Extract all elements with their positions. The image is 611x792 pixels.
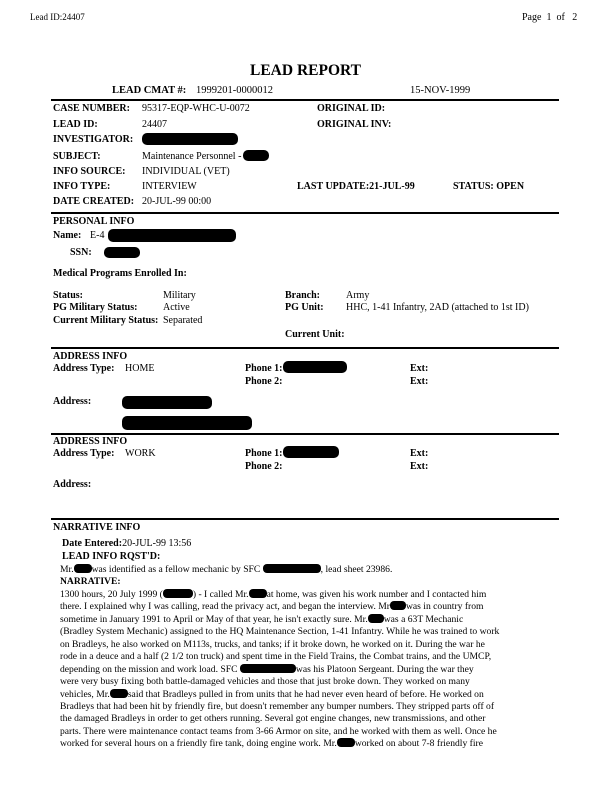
narrative-line bbox=[60, 664, 555, 676]
text-span: worked for several hours on a friendly fire tank, doing engine work. Mr. bbox=[60, 738, 337, 750]
redaction bbox=[122, 396, 212, 409]
phone1-label: Phone 1: bbox=[245, 363, 283, 374]
text-span: said that Bradleys pulled in from units that he had never even heard of before. He worked on bbox=[127, 688, 484, 700]
redaction bbox=[337, 738, 355, 747]
ssn-label: SSN: bbox=[70, 247, 92, 258]
narrative-line: parts. There were maintenance contact teams from 3-66 Armor on site, and he worked with them as well. Once he bbox=[60, 725, 497, 737]
text-span: vehicles, Mr. bbox=[60, 688, 110, 700]
redaction bbox=[142, 133, 238, 145]
address-type-value: WORK bbox=[125, 448, 156, 459]
ext1-label: Ext: bbox=[410, 363, 429, 374]
pg-unit-label: PG Unit: bbox=[285, 302, 324, 313]
text-span: was in country from bbox=[405, 601, 484, 613]
narrative-body bbox=[60, 564, 555, 751]
narrative-line bbox=[60, 614, 555, 626]
text-span: was a 63T Mechanic bbox=[383, 613, 464, 625]
pg-status-value: Active bbox=[163, 302, 190, 313]
original-id-label: ORIGINAL ID: bbox=[317, 103, 386, 114]
personal-info-heading: PERSONAL INFO bbox=[53, 216, 135, 227]
divider bbox=[51, 99, 559, 101]
narrative-line bbox=[60, 689, 555, 701]
address-label: Address: bbox=[53, 479, 92, 490]
current-status-value: Separated bbox=[163, 315, 203, 326]
page-total: 2 bbox=[572, 12, 578, 23]
redaction bbox=[390, 601, 406, 610]
text-span: 1300 hours, 20 July 1999 ( bbox=[60, 588, 163, 600]
subject-label: SUBJECT: bbox=[53, 151, 101, 162]
original-inv-label: ORIGINAL INV: bbox=[317, 119, 392, 130]
last-update-label: LAST UPDATE: bbox=[297, 181, 370, 192]
divider bbox=[51, 518, 559, 520]
text-span: at home, was given his work number and I contacted him bbox=[266, 588, 487, 600]
current-unit-label: Current Unit: bbox=[285, 329, 345, 340]
narrative-line: were very busy fixing both battle-damaged vehicles and those that just broke down. They worked on many bbox=[60, 676, 470, 688]
ext1-label: Ext: bbox=[410, 448, 429, 459]
page-label: Page bbox=[522, 12, 542, 23]
redaction bbox=[263, 564, 321, 573]
narrative-line: on Bradleys, he also worked on M113s, trucks, and tanks; if it broke down, he worked on it. During the war he bbox=[60, 638, 485, 650]
ext2-label: Ext: bbox=[410, 376, 429, 387]
status-value: OPEN bbox=[496, 181, 525, 192]
investigator-label: INVESTIGATOR: bbox=[53, 134, 134, 145]
date-created-value: 20-JUL-99 00:00 bbox=[142, 196, 212, 207]
narrative-label: NARRATIVE: bbox=[60, 576, 121, 588]
pg-status-label: PG Military Status: bbox=[53, 302, 138, 313]
info-source-value: INDIVIDUAL (VET) bbox=[142, 166, 230, 177]
text-span: ) - I called Mr. bbox=[192, 588, 249, 600]
phone1-label: Phone 1: bbox=[245, 448, 283, 459]
status-mil-label: Status: bbox=[53, 290, 84, 301]
narrative-line: Bradleys that had been hit by friendly fire, but doesn't remember any bumper numbers. They stripped parts off of bbox=[60, 700, 495, 712]
text-span: sometime in January 1991 to April or May of that year, he isn't exactly sure. Mr. bbox=[60, 613, 368, 625]
redaction bbox=[110, 689, 128, 698]
lead-info-rqst-label: LEAD INFO RQST'D: bbox=[62, 551, 161, 562]
rqst-text bbox=[60, 564, 555, 576]
phone2-label: Phone 2: bbox=[245, 376, 283, 387]
lead-id-value: 24407 bbox=[142, 119, 167, 130]
redaction bbox=[249, 589, 267, 598]
redaction bbox=[283, 361, 347, 373]
redaction bbox=[74, 564, 92, 573]
info-type-label: INFO TYPE: bbox=[53, 181, 111, 192]
narrative-heading: NARRATIVE INFO bbox=[53, 522, 141, 533]
text-span: Mr. bbox=[60, 564, 74, 575]
case-number-value: 95317-EQP-WHC-U-0072 bbox=[142, 103, 250, 114]
page-indicator bbox=[522, 12, 577, 23]
narrative-line bbox=[60, 601, 555, 613]
redaction bbox=[122, 416, 252, 430]
report-date: 15-NOV-1999 bbox=[410, 85, 471, 96]
branch-label: Branch: bbox=[285, 290, 320, 301]
status-mil-value: Military bbox=[163, 290, 196, 301]
lead-id-label: LEAD ID: bbox=[53, 119, 98, 130]
redaction bbox=[243, 150, 269, 161]
address-info-heading: ADDRESS INFO bbox=[53, 436, 128, 447]
text-span: , lead sheet 23986. bbox=[320, 564, 393, 575]
ext2-label: Ext: bbox=[410, 461, 429, 472]
redaction bbox=[108, 229, 236, 242]
lead-id-header: Lead ID:24407 bbox=[30, 12, 85, 22]
page-number: 1 bbox=[546, 12, 552, 23]
phone2-label: Phone 2: bbox=[245, 461, 283, 472]
address-type-value: HOME bbox=[125, 363, 155, 374]
medical-programs-label: Medical Programs Enrolled In: bbox=[53, 268, 187, 279]
page-title: LEAD REPORT bbox=[250, 62, 361, 79]
status bbox=[453, 181, 524, 192]
subject-value: Maintenance Personnel - bbox=[142, 151, 242, 162]
address-info-heading: ADDRESS INFO bbox=[53, 351, 128, 362]
address-label: Address: bbox=[53, 396, 92, 407]
cmat-value: 1999201-0000012 bbox=[196, 85, 273, 96]
branch-value: Army bbox=[346, 290, 370, 301]
info-source-label: INFO SOURCE: bbox=[53, 166, 126, 177]
text-span: worked on about 7-8 friendly fire bbox=[354, 738, 483, 750]
date-entered bbox=[62, 538, 191, 549]
narrative-line: the damaged Bradleys in order to get others running. Several got engine changes, new transmissions, and other bbox=[60, 713, 486, 725]
divider bbox=[51, 433, 559, 435]
divider bbox=[51, 212, 559, 214]
narrative-line bbox=[60, 589, 555, 601]
case-number-label: CASE NUMBER: bbox=[53, 103, 130, 114]
text-span: was his Platoon Sergeant. During the war they bbox=[295, 663, 474, 675]
redaction bbox=[104, 247, 140, 258]
redaction bbox=[283, 446, 339, 458]
date-created-label: DATE CREATED: bbox=[53, 196, 135, 207]
divider bbox=[51, 347, 559, 349]
address-type-label: Address Type: bbox=[53, 363, 115, 374]
address-type-label: Address Type: bbox=[53, 448, 115, 459]
text-span: was identified as a fellow mechanic by SFC bbox=[91, 564, 261, 575]
redaction bbox=[368, 614, 384, 623]
text-span: depending on the mission and work load. SFC bbox=[60, 663, 238, 675]
cmat-label: LEAD CMAT #: bbox=[112, 85, 187, 96]
narrative-line bbox=[60, 738, 555, 750]
redaction bbox=[240, 664, 296, 673]
last-update bbox=[297, 181, 415, 192]
date-entered-value: 20-JUL-99 13:56 bbox=[122, 538, 192, 549]
text-span: there. I explained why I was calling, read the privacy act, and began the interview. Mr bbox=[60, 601, 390, 613]
pg-unit-value: HHC, 1-41 Infantry, 2AD (attached to 1st ID) bbox=[346, 302, 529, 313]
current-status-label: Current Military Status: bbox=[53, 315, 159, 326]
status-label: STATUS: bbox=[453, 181, 494, 192]
date-entered-label: Date Entered: bbox=[62, 538, 123, 549]
page-of: of bbox=[556, 12, 565, 23]
name-prefix: E-4 bbox=[90, 230, 105, 241]
last-update-value: 21-JUL-99 bbox=[369, 181, 415, 192]
name-label: Name: bbox=[53, 230, 82, 241]
redaction bbox=[163, 589, 193, 598]
narrative-line: rode in a deuce and a half (2 1/2 ton truck) and spent time in the Field Trains, the Combat trains, and the UMCP, bbox=[60, 651, 492, 663]
info-type-value: INTERVIEW bbox=[142, 181, 197, 192]
narrative-line: (Bradley System Mechanic) assigned to the HQ Maintenance Section, 1-41 Infantry. While he was trained to work bbox=[60, 626, 500, 638]
